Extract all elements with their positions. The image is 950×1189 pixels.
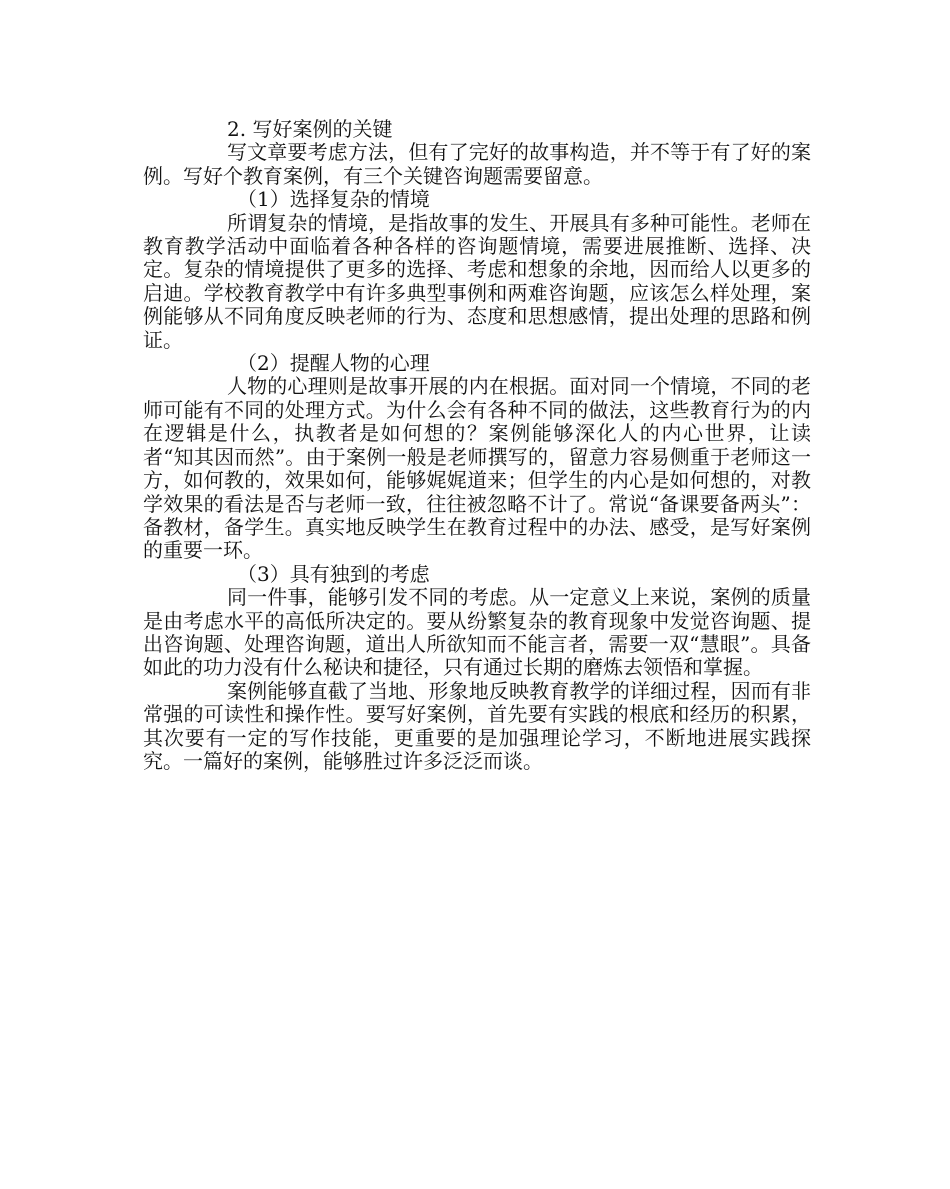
subsection-heading: （2）提醒人物的心理 [237,351,430,376]
paragraph: 人物的心理则是故事开展的内在根据。面对同一个情境，不同的老师可能有不同的处理方式。为什么会有各种不同的做法，这些教育行为的内在逻辑是什么，执教者是如何想的？案例能够深化人的内心世界，让读者“知其因而然”。由于案例一般是老师撰写的，留意力容易侧重于老师这一方，如何教的，效果如何，能够娓娓道来；但学生的内心是如何想的，对教学效果的看法是否与老师一致，往往被忽略不计了。常说“备课要备两头”：备教材，备学生。真实地反映学生在教育过程中的办法、感受，是写好案例的重要一环。 [143,374,811,563]
paragraph: 所谓复杂的情境，是指故事的发生、开展具有多种可能性。老师在教育教学活动中面临着各种各样的咨询题情境，需要进展推断、选择、决定。复杂的情境提供了更多的选择、考虑和想象的余地，因而给人以更多的启迪。学校教育教学中有许多典型事例和两难咨询题，应该怎么样处理，案例能够从不同角度反映老师的行为、态度和思想感情，提出处理的思路和例证。 [143,210,811,352]
subsection-heading: （1）选择复杂的情境 [237,187,430,212]
paragraph: 案例能够直截了当地、形象地反映教育教学的详细过程，因而有非常强的可读性和操作性。要写好案例，首先要有实践的根底和经历的积累，其次要有一定的写作技能，更重要的是加强理论学习，不断地进展实践探究。一篇好的案例，能够胜过许多泛泛而谈。 [143,678,811,773]
section-heading: 2. 写好案例的关键 [227,117,393,141]
paragraph: 同一件事，能够引发不同的考虑。从一定意义上来说，案例的质量是由考虑水平的高低所决定的。要从纷繁复杂的教育现象中发觉咨询题、提出咨询题、处理咨询题，道出人所欲知而不能言者，需要一双“慧眼”。具备如此的功力没有什么秘诀和捷径，只有通过长期的磨炼去领悟和掌握。 [143,585,811,680]
paragraph: 写文章要考虑方法，但有了完好的故事构造，并不等于有了好的案例。写好个教育案例，有三个关键咨询题需要留意。 [143,140,811,188]
document-body [143,118,811,773]
subsection-heading: （3）具有独到的考虑 [237,561,430,586]
